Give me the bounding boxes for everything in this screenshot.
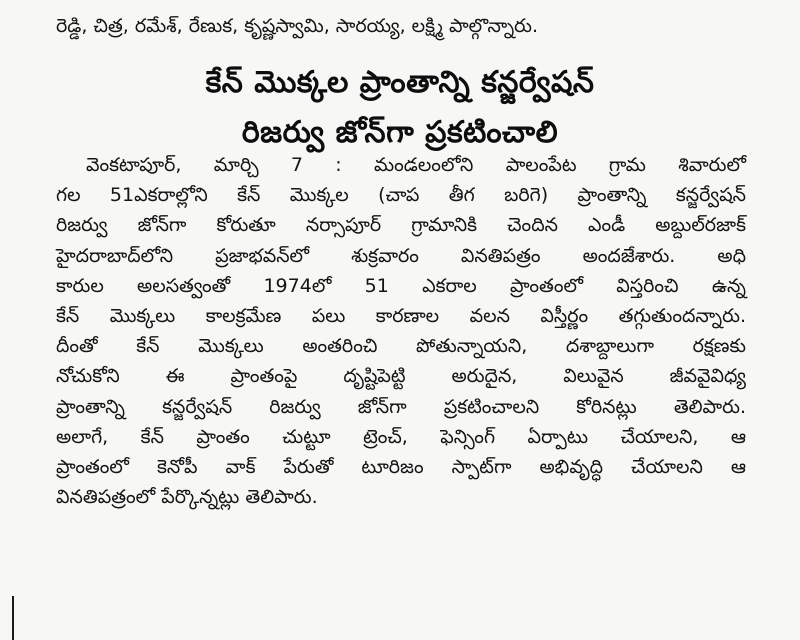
body-line: కేన్ మొక్కలు కాలక్రమేణ పలు కారణాల వలన విస్తీర్ణం తగ్గుతుందన్నారు. — [56, 305, 746, 328]
body-line: ప్రాంతాన్ని కన్జర్వేషన్ రిజర్వు జోన్‌గా ప్రకటించాలని కోరినట్లు తెలిపారు. — [56, 395, 746, 418]
previous-article-cutoff — [60, 0, 750, 4]
article-headline — [60, 58, 740, 158]
body-line: గల 51ఎకరాల్లోని కేన్ మొక్కల (చాప తీగ బరిగె) ప్రాంతాన్ని కన్జర్వేషన్ — [56, 184, 746, 207]
body-line: అలాగే, కేన్ ప్రాంతం చుట్టూ ట్రెంచ్, ఫెన్సింగ్ ఏర్పాటు చేయాలని, ఆ — [56, 425, 746, 448]
body-line: హైదరాబాద్‌లోని ప్రజాభవన్‌లో శుక్రవారం వినతిపత్రం అందజేశారు. అధి — [56, 244, 746, 267]
body-line: వెంకటాపూర్, మార్చి 7 : మండలంలోని పాలంపేట గ్రామ శివారులో — [86, 154, 746, 176]
body-line: రిజర్వు జోన్‌గా కోరుతూ నర్సాపూర్ గ్రామానికి చెందిన ఎండీ అబ్దుల్‌రజాక్ — [56, 214, 746, 237]
body-line: ప్రాంతంలో కెనోపీ వాక్ పేరుతో టూరిజం స్పాట్‌గా అభివృద్ధి చేయాలని ఆ — [56, 456, 746, 479]
column-rule — [0, 596, 14, 640]
body-line: నోచుకోని ఈ ప్రాంతంపై దృష్టిపెట్టి అరుదైన, విలువైన జీవవైవిధ్య — [56, 365, 746, 388]
headline-line-1: కేన్ మొక్కల ప్రాంతాన్ని కన్జర్వేషన్ — [205, 65, 595, 100]
body-line: కారుల అలసత్వంతో 1974లో 51 ఎకరాల ప్రాంతంలో విస్తరించి ఉన్న — [56, 274, 746, 297]
next-article-headline-cutoff — [60, 622, 750, 640]
article-body — [56, 150, 746, 512]
body-line: వినతిపత్రంలో పేర్కొన్నట్లు తెలిపారు. — [56, 486, 318, 509]
previous-article-last-line: రెడ్డి, చిత్ర, రమేశ్, రేణుక, కృష్ణస్వామి, సారయ్య, లక్ష్మి పాల్గొన్నారు. — [56, 15, 539, 37]
headline-line-2: రిజర్వు జోన్‌గా ప్రకటించాలి — [241, 115, 559, 150]
body-line: దీంతో కేన్ మొక్కలు అంతరించి పోతున్నాయని, దశాబ్దాలుగా రక్షణకు — [56, 335, 746, 358]
